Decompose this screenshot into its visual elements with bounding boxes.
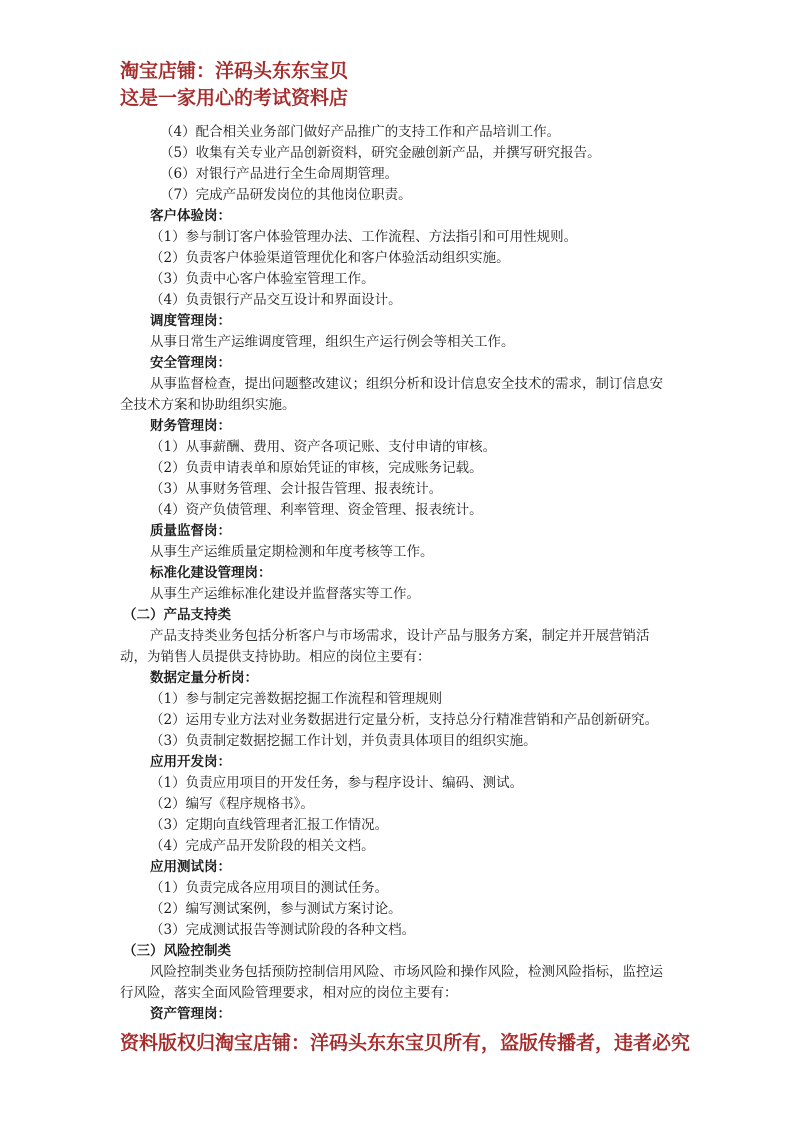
list-item: （3）从事财务管理、会计报告管理、报表统计。 bbox=[150, 481, 443, 497]
list-item: （1）参与制订客户体验管理办法、工作流程、方法指引和可用性规则。 bbox=[150, 229, 578, 245]
list-item: （2）负责客户体验渠道管理优化和客户体验活动组织实施。 bbox=[150, 250, 510, 266]
list-item: （3）负责制定数据挖掘工作计划，并负责具体项目的组织实施。 bbox=[150, 733, 537, 749]
list-item: （3）负责中心客户体验室管理工作。 bbox=[150, 271, 375, 287]
paragraph-text: 行风险，落实全面风险管理要求，相对应的岗位主要有： bbox=[120, 985, 458, 1001]
list-item: （5）收集有关专业产品创新资料，研究金融创新产品，并撰写研究报告。 bbox=[160, 145, 601, 161]
paragraph-text: 产品支持类业务包括分析客户与市场需求，设计产品与服务方案，制定并开展营销活 bbox=[150, 628, 650, 644]
section-heading: （三）风险控制类 bbox=[123, 943, 231, 959]
document-body bbox=[120, 122, 685, 1025]
paragraph-text: 动，为销售人员提供支持协助。相应的岗位主要有： bbox=[120, 649, 431, 665]
list-item: （2）负责申请表单和原始凭证的审核，完成账务记载。 bbox=[150, 460, 483, 476]
position-heading: 调度管理岗： bbox=[150, 313, 231, 329]
paragraph-text: 全技术方案和协助组织实施。 bbox=[120, 397, 296, 413]
list-item: （2）编写测试案例，参与测试方案讨论。 bbox=[150, 901, 402, 917]
list-item: （6）对银行产品进行全生命周期管理。 bbox=[160, 166, 399, 182]
list-item: （2）编写《程序规格书》。 bbox=[150, 796, 314, 812]
list-item: （3）定期向直线管理者汇报工作情况。 bbox=[150, 817, 389, 833]
position-heading: 应用开发岗： bbox=[150, 754, 231, 770]
position-heading: 安全管理岗： bbox=[150, 355, 231, 371]
body-text: 从事日常生产运维调度管理，组织生产运行例会等相关工作。 bbox=[150, 334, 515, 350]
list-item: （4）负责银行产品交互设计和界面设计。 bbox=[150, 292, 402, 308]
list-item: （3）完成测试报告等测试阶段的各种文档。 bbox=[150, 922, 416, 938]
paragraph-text: 风险控制类业务包括预防控制信用风险、市场风险和操作风险，检测风险指标，监控运 bbox=[150, 964, 663, 980]
body-text: 从事生产运维质量定期检测和年度考核等工作。 bbox=[150, 544, 434, 560]
section-heading: （二）产品支持类 bbox=[123, 607, 231, 623]
copyright-footer: 资料版权归淘宝店铺：洋码头东东宝贝所有，盗版传播者，违者必究 bbox=[120, 1032, 691, 1054]
shop-name-line: 淘宝店铺：洋码头东东宝贝 bbox=[120, 60, 349, 82]
position-heading: 应用测试岗： bbox=[150, 859, 231, 875]
position-heading: 标准化建设管理岗： bbox=[150, 565, 272, 581]
list-item: （4）配合相关业务部门做好产品推广的支持工作和产品培训工作。 bbox=[160, 124, 561, 140]
list-item: （1）负责应用项目的开发任务，参与程序设计、编码、测试。 bbox=[150, 775, 524, 791]
shop-slogan-line: 这是一家用心的考试资料店 bbox=[120, 87, 349, 109]
body-text: 从事生产运维标准化建设并监督落实等工作。 bbox=[150, 586, 420, 602]
position-heading: 财务管理岗： bbox=[150, 418, 231, 434]
paragraph-text: 从事监督检查，提出问题整改建议；组织分析和设计信息安全技术的需求，制订信息安 bbox=[150, 376, 663, 392]
position-heading: 资产管理岗： bbox=[150, 1006, 231, 1022]
shop-header bbox=[120, 58, 348, 112]
list-item: （1）参与制定完善数据挖掘工作流程和管理规则 bbox=[150, 691, 443, 707]
position-heading: 客户体验岗： bbox=[150, 208, 231, 224]
list-item: （1）从事薪酬、费用、资产各项记账、支付申请的审核。 bbox=[150, 439, 497, 455]
list-item: （1）负责完成各应用项目的测试任务。 bbox=[150, 880, 389, 896]
position-heading: 数据定量分析岗： bbox=[150, 670, 258, 686]
list-item: （7）完成产品研发岗位的其他岗位职责。 bbox=[160, 187, 412, 203]
list-item: （4）完成产品开发阶段的相关文档。 bbox=[150, 838, 375, 854]
list-item: （2）运用专业方法对业务数据进行定量分析，支持总分行精准营销和产品创新研究。 bbox=[150, 712, 659, 728]
list-item: （4）资产负债管理、利率管理、资金管理、报表统计。 bbox=[150, 502, 483, 518]
position-heading: 质量监督岗： bbox=[150, 523, 231, 539]
